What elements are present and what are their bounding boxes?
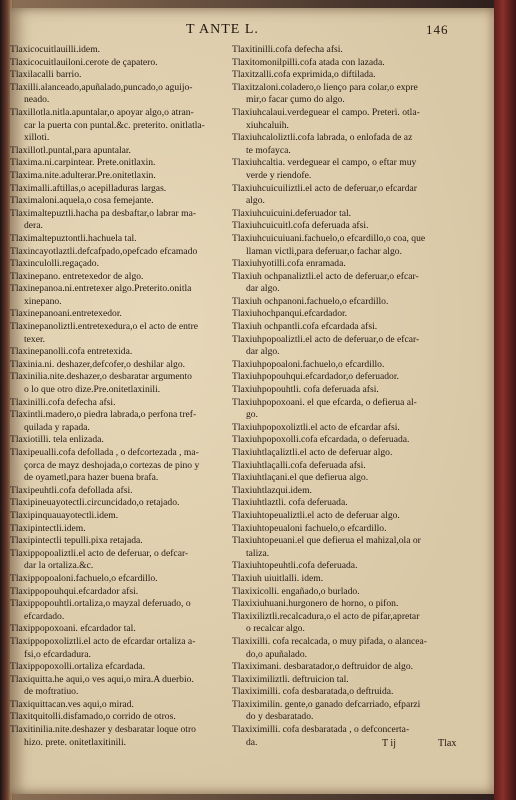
entry-headline: Tlaxilacalli barrio. — [10, 69, 82, 81]
dictionary-entry — [10, 724, 224, 749]
dictionary-entry — [232, 69, 464, 82]
entry-headline: Tlaxippopoxoliztli.el acto de efcardar ortaliza a- — [10, 635, 196, 647]
entry-headline: Tlaxitzalli.cofa exprimida,o diftilada. — [232, 69, 376, 81]
dictionary-entry — [10, 573, 224, 586]
dictionary-entry — [10, 208, 224, 233]
running-header — [10, 22, 494, 42]
entry-headline: Tlaximaltepuztli.hacha pa desbaftar,o labrar ma- — [10, 207, 197, 219]
left-column — [10, 44, 224, 749]
dictionary-entry — [232, 586, 464, 599]
entry-continuation: mir,o facar çumo do algo. — [246, 94, 345, 106]
dictionary-entry — [232, 674, 464, 687]
entry-continuation: o recalcar algo. — [246, 623, 305, 635]
dictionary-entry — [10, 321, 224, 346]
dictionary-entry — [10, 258, 224, 271]
entry-headline: Tlaxipintectli tepulli.pixa retajada. — [10, 535, 143, 547]
book-cover-edge — [494, 0, 516, 800]
entry-headline: Tlaxiuhtopeualoni fachuelo,o efcardillo. — [232, 522, 387, 534]
entry-headline: Tlaxima.ni.carpintear. Prete.onitlaxin. — [10, 157, 156, 169]
entry-headline: Tlaxiuhcaloliztli.cofa labrada, o enlofada de az — [232, 132, 413, 144]
dictionary-entry — [232, 636, 464, 661]
dictionary-entry — [232, 686, 464, 699]
entry-continuation: texer. — [24, 333, 46, 345]
entry-headline: Tlaxiuhcuicuitl.cofa deferuada afsi. — [232, 220, 369, 232]
entry-headline: Tlaxiuh ochpanaliztli.el acto de deferuar,o efcar- — [232, 270, 419, 282]
entry-headline: Tlaxicocuitlauilli.idem. — [10, 44, 101, 55]
dictionary-entry — [10, 246, 224, 259]
page-footer — [370, 738, 490, 752]
dictionary-entry — [232, 497, 464, 510]
entry-continuation: da. — [246, 736, 258, 748]
entry-headline: Tlaxillotla.nitla.apuntalar,o apoyar algo,o atran- — [10, 106, 194, 118]
dictionary-entry — [10, 44, 224, 57]
entry-headline: Tlaxiximilin. gente,o ganado defcarriado, efparzi — [232, 698, 421, 710]
entry-headline: Tlaxinepanoliztli.entretexedura,o el acto de entre — [10, 321, 199, 333]
book-page — [10, 8, 494, 794]
entry-continuation: efcardado. — [24, 610, 65, 622]
dictionary-entry — [232, 233, 464, 258]
entry-headline: Tlaxippopoaloni.fachuelo,o efcardillo. — [10, 572, 158, 584]
entry-headline: Tlaxiuhcuicuini.deferuador tal. — [232, 207, 352, 219]
dictionary-entry — [10, 497, 224, 510]
entry-headline: Tlaxiuhcaltia. verdeguear el campo, o eftar muy — [232, 157, 417, 169]
entry-headline: Tlaxiuh ochpantli.cofa efcardada afsi. — [232, 321, 378, 333]
dictionary-entry — [232, 271, 464, 296]
page-number: 146 — [426, 22, 449, 37]
entry-continuation: xiuhcaluih. — [246, 119, 289, 131]
entry-headline: Tlaxiuhtlaçaliztli.el acto de deferuar algo. — [232, 447, 393, 458]
entry-headline: Tlaxippopouhqui.efcardador afsi. — [10, 585, 139, 597]
dictionary-entry — [232, 447, 464, 460]
entry-headline: Tlaximaltepuztontli.hachuela tal. — [10, 232, 137, 244]
entry-headline: Tlaxiuhpopoaloni.fachuelo,o efcardillo. — [232, 358, 385, 370]
entry-headline: Tlaxitomonilpilli.cofa atada con lazada. — [232, 56, 385, 68]
entry-continuation: dar algo. — [246, 346, 280, 358]
entry-headline: Tlaxiuhcalaui.verdeguear el campo. Preteri. otla- — [232, 106, 420, 118]
entry-headline: Tlaxitinilli.cofa defecha afsi. — [232, 44, 343, 55]
entry-continuation: o lo que otro dize.Pre.onitetlaxinili. — [24, 384, 161, 396]
entry-headline: Tlaxima.nite.adulterar.Pre.onitetlaxin. — [10, 169, 156, 181]
entry-headline: Tlaxiuhochpanqui.efcardador. — [232, 308, 348, 320]
entry-headline: Tlaxilli.alanceado,apuñalado,puncado,o aguijo- — [10, 81, 193, 93]
entry-headline: Tlaxinepanolli.cofa entretexida. — [10, 346, 133, 358]
entry-continuation: fsi,o efcardadura. — [24, 648, 91, 660]
catchword: Tlax — [438, 738, 457, 749]
entry-headline: Tlaxiximilli. cofa desbaratada,o deftruida. — [232, 686, 394, 698]
entry-continuation: dar la ortaliza.&c. — [24, 560, 94, 572]
dictionary-entry — [232, 334, 464, 359]
entry-headline: Tlaxiximani. desbaratador,o deftruidor de algo. — [232, 661, 414, 673]
entry-headline: Tlaxinia.ni. deshazer,defcofer,o deshilar algo. — [10, 358, 186, 370]
entry-headline: Tlaxipeualli.cofa defollada , o defcortezada , ma- — [10, 447, 199, 458]
entry-continuation: dera. — [24, 220, 43, 232]
entry-continuation: neado. — [24, 94, 50, 106]
dictionary-entry — [10, 283, 224, 308]
entry-continuation: te mofayca. — [246, 144, 291, 156]
entry-headline: Tlaxillotl.puntal,para apuntalar. — [10, 144, 131, 156]
entry-headline: Tlaxiuhpopouhtli. cofa deferuada afsi. — [232, 384, 379, 396]
dictionary-entry — [232, 258, 464, 271]
dictionary-entry — [10, 598, 224, 623]
right-column — [232, 44, 464, 749]
entry-headline: Tlaxippopoxoani. efcardador tal. — [10, 623, 136, 635]
dictionary-entry — [232, 422, 464, 435]
dictionary-entry — [10, 271, 224, 284]
dictionary-entry — [10, 523, 224, 536]
entry-headline: Tlaxiuhtlazqui.idem. — [232, 484, 312, 496]
dictionary-entry — [10, 711, 224, 724]
dictionary-entry — [232, 308, 464, 321]
entry-headline: Tlaxiuhpopoxoani. el que efcarda, o defierua al- — [232, 396, 417, 408]
entry-headline: Tlaxiquittacan.ves aqui,o mirad. — [10, 698, 134, 710]
entry-continuation: de moftratiuo. — [24, 686, 79, 698]
entry-continuation: car la puerta con puntal.&c. preterito. onitlatla- — [24, 119, 205, 131]
dictionary-entry — [232, 699, 464, 724]
dictionary-entry — [232, 434, 464, 447]
entry-headline: Tlaxiuhcuicuiuani.fachuelo,o efcardillo,o coa, que — [232, 232, 426, 244]
dictionary-entry — [232, 485, 464, 498]
entry-headline: Tlaxipintectli.idem. — [10, 522, 86, 534]
dictionary-entry — [10, 434, 224, 447]
entry-headline: Tlaxiquitta.he aqui,o ves aqui,o mira.A duerbio. — [10, 673, 194, 685]
dictionary-entry — [232, 321, 464, 334]
entry-continuation: go. — [246, 409, 258, 421]
dictionary-entry — [10, 636, 224, 661]
dictionary-entry — [232, 460, 464, 473]
entry-headline: Tlaxintli.madero,o piedra labrada,o perfona tref- — [10, 409, 197, 421]
entry-headline: Tlaxinepanoa.ni.entretexer algo.Preterito.onitla — [10, 283, 192, 295]
dictionary-entry — [232, 208, 464, 221]
entry-headline: Tlaxiximiliztli. deftruicion tal. — [232, 673, 349, 685]
entry-continuation: do,o apuñalado. — [246, 648, 308, 660]
dictionary-entry — [10, 157, 224, 170]
entry-headline: Tlaximaloni.aquela,o cosa femejante. — [10, 195, 154, 207]
entry-headline: Tlaxiuhtlaçani.el que defierua algo. — [232, 472, 369, 484]
entry-headline: Tlaxippopoaliztli.el acto de deferuar, o defcar- — [10, 547, 189, 559]
entry-headline: Tlaxinilli.cofa defecha afsi. — [10, 396, 116, 408]
entry-headline: Tlaxixicolli. engañado,o burlado. — [232, 585, 360, 597]
dictionary-entry — [10, 371, 224, 396]
entry-headline: Tlaxixiliztli.recalcadura,o el acto de pifar,apretar — [232, 610, 420, 622]
dictionary-entry — [10, 510, 224, 523]
dictionary-entry — [10, 233, 224, 246]
entry-headline: Tlaxinepanoani.entretexedor. — [10, 308, 122, 320]
entry-headline: Tlaxinculolli.regaçado. — [10, 258, 99, 270]
entry-headline: Tlaxiuhpopoaliztli.el acto de deferuar,o de efcar- — [232, 333, 420, 345]
entry-headline: Tlaxixilli. cofa recalcada, o muy pifada, o alancea- — [232, 635, 427, 647]
dictionary-entry — [232, 535, 464, 560]
dictionary-entry — [232, 82, 464, 107]
dictionary-entry — [232, 510, 464, 523]
entry-continuation: do y desbaratado. — [246, 711, 314, 723]
dictionary-entry — [10, 359, 224, 372]
dictionary-entry — [10, 195, 224, 208]
dictionary-entry — [232, 560, 464, 573]
entry-continuation: verde y riendofe. — [246, 169, 312, 181]
dictionary-entry — [232, 397, 464, 422]
entry-continuation: çorca de mayz deshojada,o cortezas de pino y — [24, 459, 200, 471]
entry-headline: Tlaxiuhpopouhqui.efcardador,o deferuador. — [232, 371, 399, 383]
dictionary-entry — [10, 145, 224, 158]
dictionary-entry — [10, 107, 224, 145]
dictionary-entry — [10, 57, 224, 70]
entry-continuation: xinepano. — [24, 295, 62, 307]
entry-headline: Tlaxiuhtlaçalli.cofa deferuada afsi. — [232, 459, 366, 471]
dictionary-entry — [232, 359, 464, 372]
entry-continuation: de oyametl,para hazer buena brafa. — [24, 472, 159, 484]
signature-mark: T ij — [382, 738, 396, 749]
dictionary-entry — [232, 132, 464, 157]
entry-headline: Tlaxiuhpopoxoliztli.el acto de efcardar afsi. — [232, 421, 400, 433]
dictionary-entry — [10, 548, 224, 573]
dictionary-entry — [10, 699, 224, 712]
dictionary-entry — [232, 296, 464, 309]
dictionary-entry — [232, 157, 464, 182]
dictionary-entry — [10, 485, 224, 498]
entry-headline: Tlaxitinilia.nite.deshazer y desbaratar loque otro — [10, 724, 196, 736]
entry-continuation: hizo. prete. onitetlaxitinili. — [24, 736, 127, 748]
dictionary-entry — [232, 523, 464, 536]
entry-headline: Tlaxiuhyotilli.cofa enramada. — [232, 258, 346, 270]
entry-headline: Tlaxiuhtopeualiztli.el acto de deferuar algo. — [232, 509, 400, 521]
entry-headline: Tlaxipineuayotectli.circuncidado,o retajado. — [10, 497, 180, 509]
entry-headline: Tlaxitzaloni.coladero,o lienço para colar,o expre — [232, 81, 418, 93]
dictionary-entry — [10, 623, 224, 636]
entry-headline: Tlaxippopouhtli.ortaliza,o mayzal deferuado, o — [10, 598, 191, 610]
entry-headline: Tlaxicocuitlauiloni.cerote de çapatero. — [10, 56, 158, 68]
dictionary-entry — [10, 535, 224, 548]
dictionary-entry — [10, 447, 224, 485]
entry-headline: Tlaxiuhpopoxolli.cofa efcardada, o deferuada. — [232, 434, 410, 446]
dictionary-entry — [10, 397, 224, 410]
dictionary-entry — [232, 611, 464, 636]
entry-headline: Tlaxiotilli. tela enlizada. — [10, 434, 104, 446]
entry-headline: Tlaxiuhtopeuhtli.cofa deferuada. — [232, 560, 358, 572]
dictionary-entry — [10, 308, 224, 321]
entry-continuation: dar algo. — [246, 283, 280, 295]
dictionary-entry — [10, 661, 224, 674]
entry-continuation: taliza. — [246, 547, 270, 559]
entry-headline: Tlaxitquitolli.disfamado,o corrido de otros. — [10, 711, 176, 723]
dictionary-entry — [232, 107, 464, 132]
entry-headline: Tlaxipinquauayotectli.idem. — [10, 509, 119, 521]
entry-headline: Tlaxiuh uiuitlalli. idem. — [232, 572, 324, 584]
entry-headline: Tlaxipeuhtli.cofa defollada afsi. — [10, 484, 133, 496]
dictionary-entry — [232, 371, 464, 384]
entry-headline: Tlaxiuhtlaztli. cofa deferuada. — [232, 497, 348, 509]
entry-headline: Tlaxixiuhuani.hurgonero de horno, o pifon. — [232, 598, 399, 610]
entry-continuation: algo. — [246, 195, 265, 207]
dictionary-entry — [232, 183, 464, 208]
dictionary-entry — [232, 661, 464, 674]
entry-continuation: llaman victli,para deferuar,o fachar algo. — [246, 245, 402, 257]
entry-continuation: xillotì. — [24, 132, 50, 144]
dictionary-entry — [10, 586, 224, 599]
dictionary-entry — [10, 170, 224, 183]
dictionary-entry — [232, 384, 464, 397]
entry-headline: Tlaxippopoxolli.ortaliza efcardada. — [10, 661, 146, 673]
dictionary-entry — [232, 44, 464, 57]
dictionary-entry — [232, 573, 464, 586]
dictionary-entry — [10, 183, 224, 196]
dictionary-entry — [10, 409, 224, 434]
dictionary-entry — [232, 472, 464, 485]
dictionary-entry — [10, 674, 224, 699]
entry-headline: Tlaxiuhcuicuiliztli.el acto de deferuar,o efcardar — [232, 182, 417, 194]
entry-headline: Tlaxincayotlaztli.defcafpado,opefcado efcamado — [10, 245, 198, 257]
entry-headline: Tlaxiuh ochpanoni.fachuelo,o efcardillo. — [232, 295, 389, 307]
entry-headline: Tlaxiximilli. cofa desbaratada , o defconcerta- — [232, 724, 410, 736]
entry-continuation: quilada y rapada. — [24, 421, 90, 433]
entry-headline: Tlaxiuhtopeuani.el que defierua el mahizal,ola or — [232, 535, 421, 547]
dictionary-entry — [10, 346, 224, 359]
dictionary-entry — [232, 598, 464, 611]
entry-headline: Tlaxinepano. entretexedor de algo. — [10, 270, 144, 282]
dictionary-entry — [10, 69, 224, 82]
dictionary-entry — [232, 57, 464, 70]
dictionary-entry — [10, 82, 224, 107]
running-title: T ANTE L. — [186, 22, 259, 37]
entry-headline: Tlaximalli.aftillas,o acepilladuras largas. — [10, 182, 167, 194]
entry-headline: Tlaxinilia.nite.deshazer,o desbaratar argumento — [10, 371, 192, 383]
dictionary-entry — [232, 220, 464, 233]
